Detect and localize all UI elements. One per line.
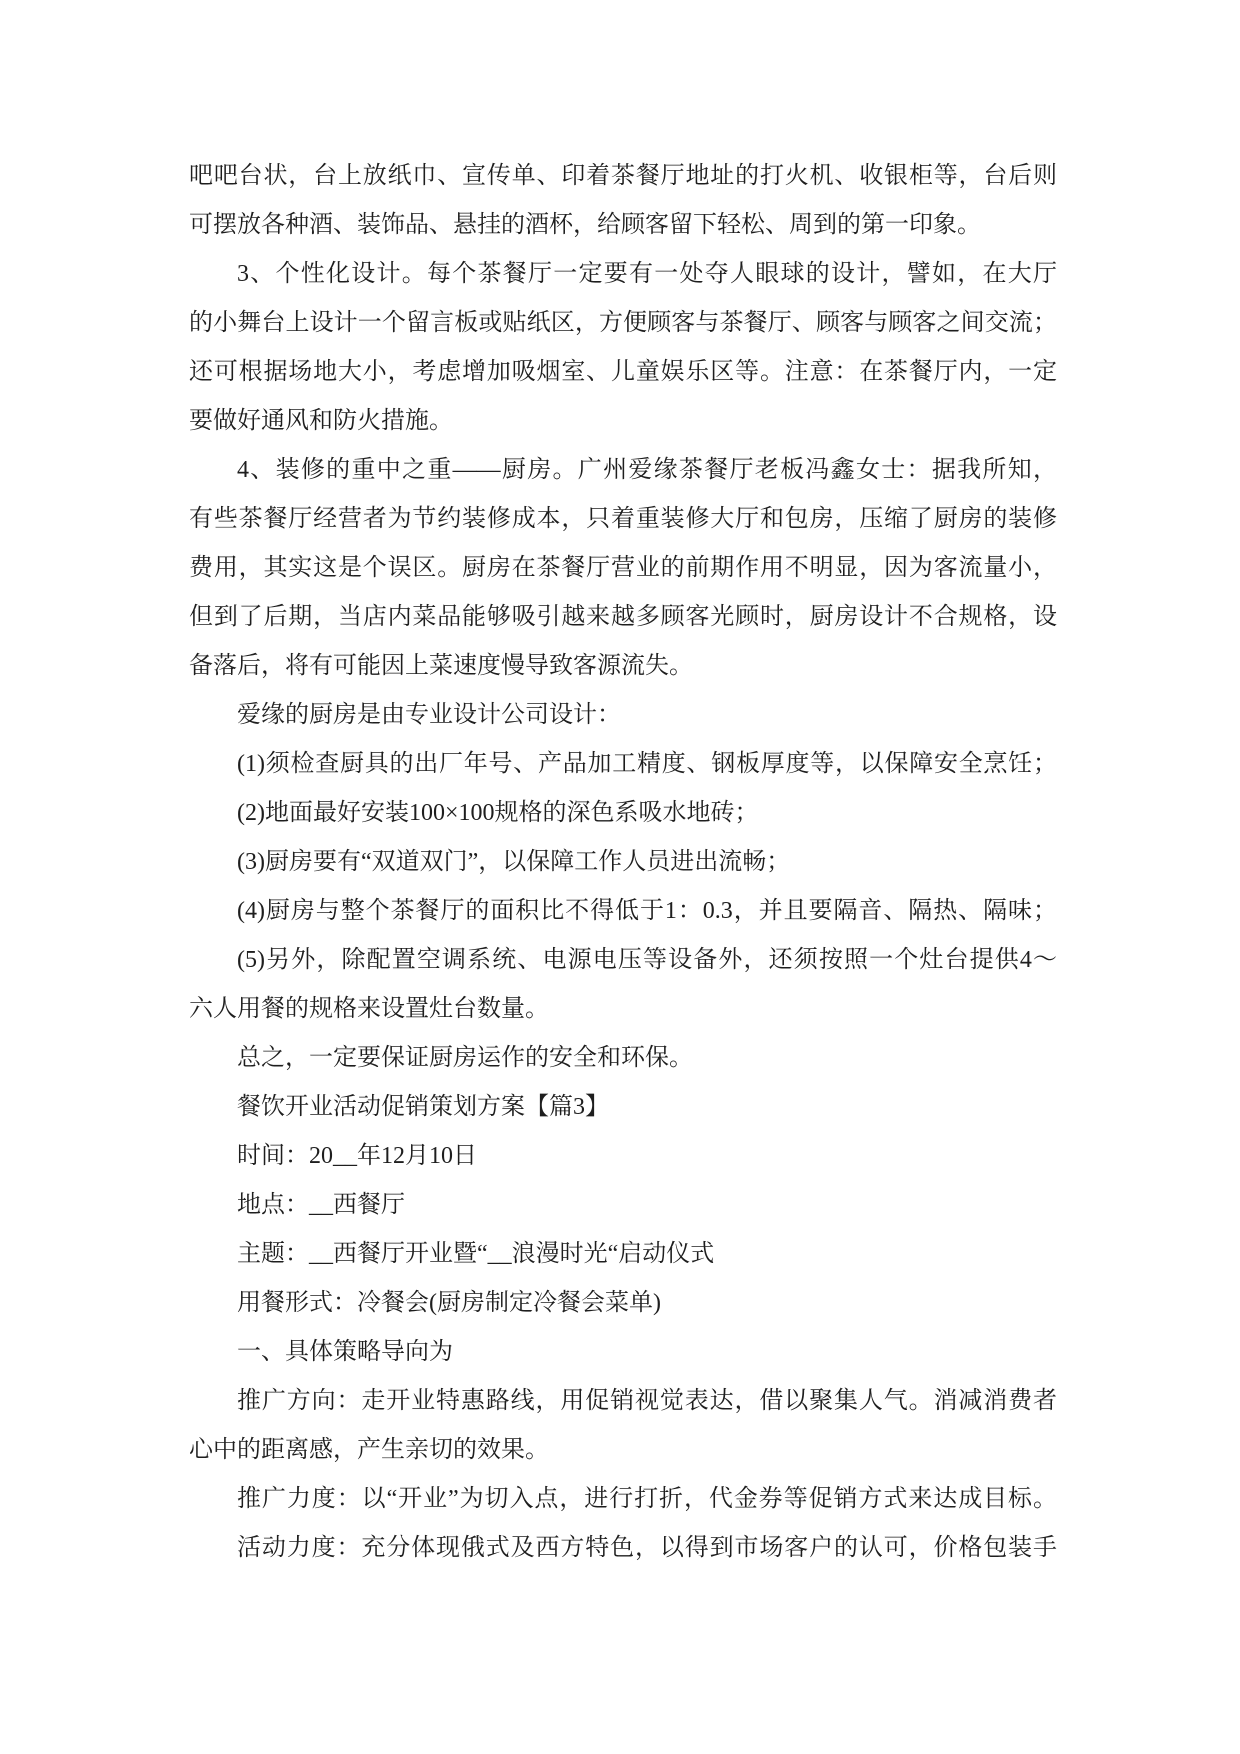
paragraph — [189, 1377, 1057, 1475]
document-page — [189, 152, 1057, 1573]
text-line: 吧吧台状，台上放纸巾、宣传单、印着茶餐厅地址的打火机、收银柜等，台后则 — [189, 163, 1057, 189]
text-line: 但到了后期，当店内菜品能够吸引越来越多顾客光顾时，厨房设计不合规格，设 — [189, 604, 1057, 630]
text-line: (5)另外，除配置空调系统、电源电压等设备外，还须按照一个灶台提供4～ — [237, 947, 1057, 973]
paragraph — [189, 691, 1057, 740]
text-line: 有些茶餐厅经营者为节约装修成本，只着重装修大厅和包房，压缩了厨房的装修 — [189, 506, 1057, 532]
list-item — [189, 740, 1057, 789]
text-line: 4、装修的重中之重——厨房。广州爱缘茶餐厅老板冯鑫女士：据我所知， — [237, 457, 1057, 483]
list-item — [189, 789, 1057, 838]
text-line: 餐饮开业活动促销策划方案【篇3】 — [237, 1094, 609, 1120]
text-line: 总之，一定要保证厨房运作的安全和环保。 — [237, 1045, 693, 1071]
text-line: 主题：__西餐厅开业暨“__浪漫时光“启动仪式 — [237, 1241, 715, 1267]
text-line: (2)地面最好安装100×100规格的深色系吸水地砖； — [237, 800, 759, 826]
paragraph — [189, 1132, 1057, 1181]
paragraph — [189, 250, 1057, 446]
text-line: (4)厨房与整个茶餐厅的面积比不得低于1：0.3，并且要隔音、隔热、隔味； — [237, 898, 1057, 924]
paragraph — [189, 1034, 1057, 1083]
text-line: 地点：__西餐厅 — [237, 1192, 405, 1218]
paragraph — [189, 1524, 1057, 1573]
paragraph — [189, 1181, 1057, 1230]
text-line: 时间：20__年12月10日 — [237, 1143, 477, 1169]
paragraph — [189, 1279, 1057, 1328]
text-line: 心中的距离感，产生亲切的效果。 — [189, 1437, 549, 1463]
paragraph — [189, 1230, 1057, 1279]
text-line: 一、具体策略导向为 — [237, 1339, 453, 1365]
text-line: 费用，其实这是个误区。厨房在茶餐厅营业的前期作用不明显，因为客流量小， — [189, 555, 1057, 581]
list-item — [189, 838, 1057, 887]
paragraph — [189, 446, 1057, 691]
text-line: 要做好通风和防火措施。 — [189, 408, 453, 434]
paragraph — [189, 152, 1057, 250]
list-item — [189, 887, 1057, 936]
section-heading — [189, 1328, 1057, 1377]
text-line: 还可根据场地大小，考虑增加吸烟室、儿童娱乐区等。注意：在茶餐厅内，一定 — [189, 359, 1057, 385]
section-title — [189, 1083, 1057, 1132]
text-line: 推广力度：以“开业”为切入点，进行打折，代金券等促销方式来达成目标。 — [237, 1486, 1057, 1512]
text-line: 活动力度：充分体现俄式及西方特色，以得到市场客户的认可，价格包装手 — [237, 1535, 1057, 1561]
list-item — [189, 936, 1057, 1034]
text-line: 的小舞台上设计一个留言板或贴纸区，方便顾客与茶餐厅、顾客与顾客之间交流； — [189, 310, 1057, 336]
paragraph — [189, 1475, 1057, 1524]
text-line: 可摆放各种酒、装饰品、悬挂的酒杯，给顾客留下轻松、周到的第一印象。 — [189, 212, 981, 238]
text-line: 爱缘的厨房是由专业设计公司设计： — [237, 702, 621, 728]
text-line: (3)厨房要有“双道双门”，以保障工作人员进出流畅； — [237, 849, 791, 875]
text-line: 3、个性化设计。每个茶餐厅一定要有一处夺人眼球的设计，譬如，在大厅 — [237, 261, 1057, 287]
text-line: 备落后，将有可能因上菜速度慢导致客源流失。 — [189, 653, 693, 679]
text-line: 六人用餐的规格来设置灶台数量。 — [189, 996, 549, 1022]
text-line: (1)须检查厨具的出厂年号、产品加工精度、钢板厚度等，以保障安全烹饪； — [237, 751, 1057, 777]
text-line: 用餐形式：冷餐会(厨房制定冷餐会菜单) — [237, 1290, 661, 1316]
text-line: 推广方向：走开业特惠路线，用促销视觉表达，借以聚集人气。消减消费者 — [237, 1388, 1057, 1414]
